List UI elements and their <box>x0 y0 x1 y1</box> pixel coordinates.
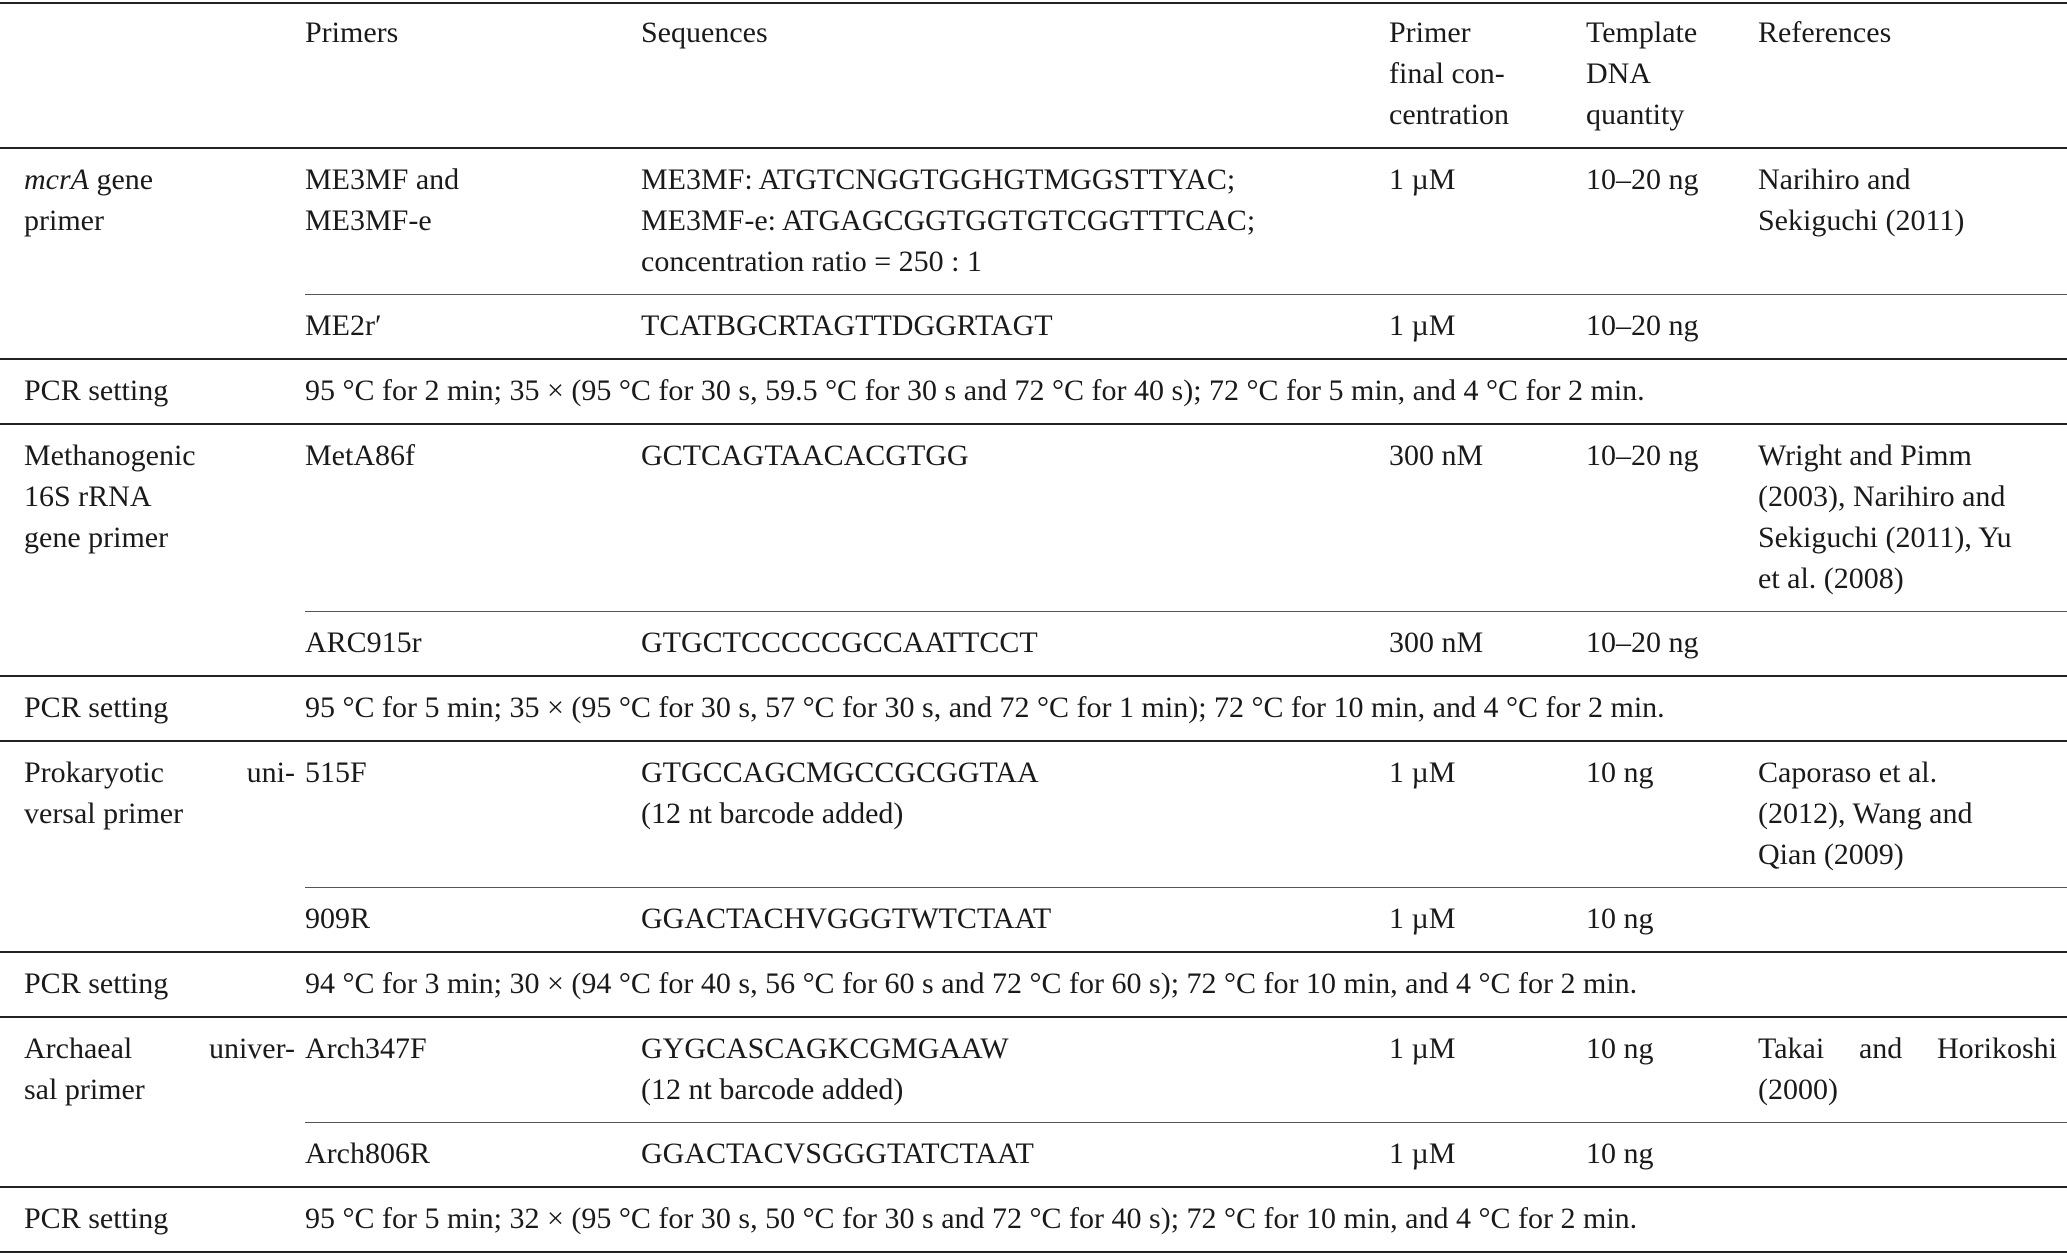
concentration-cell: 300 nM <box>1389 612 1586 677</box>
table-row <box>0 295 2067 360</box>
group-label-prokaryotic: Prokaryotic uni- versal primer <box>0 741 305 952</box>
header-template-line: quantity <box>1586 98 1685 131</box>
header-group <box>0 3 305 148</box>
table-row <box>0 1017 2067 1123</box>
header-row <box>0 3 2067 148</box>
table-row <box>0 741 2067 888</box>
reference-cell: Narihiro and Sekiguchi (2011) <box>1758 148 2067 295</box>
concentration-cell: 300 nM <box>1389 424 1586 612</box>
concentration-cell: 1 µM <box>1389 888 1586 953</box>
pcr-label: PCR setting <box>0 1187 305 1252</box>
table-row <box>0 1123 2067 1188</box>
concentration-cell: 1 µM <box>1389 741 1586 888</box>
header-concentration-line: final con- <box>1389 57 1505 90</box>
gene-name-italic: mcrA <box>24 163 89 196</box>
pcr-label: PCR setting <box>0 359 305 424</box>
table-row <box>0 888 2067 953</box>
pcr-row <box>0 359 2067 424</box>
pcr-setting: 95 °C for 2 min; 35 × (95 °C for 30 s, 59.5 °C for 30 s and 72 °C for 40 s); 72 °C for 5 min, and 4 °C for 2 min. <box>305 359 2067 424</box>
group-label-archaeal: Archaeal univer- sal primer <box>0 1017 305 1187</box>
pcr-setting: 95 °C for 5 min; 32 × (95 °C for 30 s, 50 °C for 30 s and 72 °C for 40 s); 72 °C for 10 min, and 4 °C for 2 min. <box>305 1187 2067 1252</box>
template-cell: 10–20 ng <box>1586 424 1758 612</box>
template-cell: 10 ng <box>1586 1017 1758 1123</box>
reference-cell: Wright and Pimm (2003), Narihiro and Sekiguchi (2011), Yu et al. (2008) <box>1758 424 2067 612</box>
concentration-cell: 1 µM <box>1389 1017 1586 1123</box>
header-template <box>1586 3 1758 148</box>
group-label-methanogenic: Methanogenic 16S rRNA gene primer <box>0 424 305 676</box>
pcr-row <box>0 952 2067 1017</box>
concentration-cell: 1 µM <box>1389 295 1586 360</box>
header-concentration-line: Primer <box>1389 16 1471 49</box>
primer-cell: Arch347F <box>305 1017 641 1123</box>
header-template-line: Template <box>1586 16 1698 49</box>
template-cell: 10 ng <box>1586 741 1758 888</box>
group-label-line: primer <box>24 204 104 237</box>
pcr-label: PCR setting <box>0 952 305 1017</box>
template-cell: 10 ng <box>1586 888 1758 953</box>
reference-cell <box>1758 888 2067 953</box>
sequence-cell: GYGCASCAGKCGMGAAW (12 nt barcode added) <box>641 1017 1389 1123</box>
sequence-cell: GGACTACHVGGGTWTCTAAT <box>641 888 1389 953</box>
primer-cell: ARC915r <box>305 612 641 677</box>
concentration-cell: 1 µM <box>1389 148 1586 295</box>
template-cell: 10–20 ng <box>1586 295 1758 360</box>
template-cell: 10–20 ng <box>1586 148 1758 295</box>
group-label-mcra <box>0 148 305 359</box>
pcr-setting: 94 °C for 3 min; 30 × (94 °C for 40 s, 56 °C for 60 s and 72 °C for 60 s); 72 °C for 10 min, and 4 °C for 2 min. <box>305 952 2067 1017</box>
header-references: References <box>1758 3 2067 148</box>
header-concentration <box>1389 3 1586 148</box>
sequence-cell: TCATBGCRTAGTTDGGRTAGT <box>641 295 1389 360</box>
reference-cell: Caporaso et al. (2012), Wang and Qian (2009) <box>1758 741 2067 888</box>
sequence-cell: ME3MF: ATGTCNGGTGGHGTMGGSTTYAC; ME3MF-e: ATGAGCGGTGGTGTCGGTTTCAC; concentration ratio = 250 : 1 <box>641 148 1389 295</box>
pcr-row <box>0 676 2067 741</box>
reference-cell: Takai and Horikoshi (2000) <box>1758 1017 2067 1123</box>
primer-table <box>0 2 2067 1253</box>
sequence-cell: GCTCAGTAACACGTGG <box>641 424 1389 612</box>
template-cell: 10–20 ng <box>1586 612 1758 677</box>
primer-cell: 515F <box>305 741 641 888</box>
sequence-cell: GGACTACVSGGGTATCTAAT <box>641 1123 1389 1188</box>
header-sequences: Sequences <box>641 3 1389 148</box>
reference-cell <box>1758 295 2067 360</box>
concentration-cell: 1 µM <box>1389 1123 1586 1188</box>
sequence-cell: GTGCTCCCCCGCCAATTCCT <box>641 612 1389 677</box>
primer-cell: 909R <box>305 888 641 953</box>
sequence-cell: GTGCCAGCMGCCGCGGTAA (12 nt barcode added) <box>641 741 1389 888</box>
primer-cell: Arch806R <box>305 1123 641 1188</box>
pcr-label: PCR setting <box>0 676 305 741</box>
primer-cell: ME2r′ <box>305 295 641 360</box>
header-primers: Primers <box>305 3 641 148</box>
reference-cell <box>1758 612 2067 677</box>
pcr-row <box>0 1187 2067 1252</box>
primer-cell: MetA86f <box>305 424 641 612</box>
template-cell: 10 ng <box>1586 1123 1758 1188</box>
primer-cell: ME3MF and ME3MF-e <box>305 148 641 295</box>
group-label-line: mcrA gene <box>24 163 154 196</box>
pcr-setting: 95 °C for 5 min; 35 × (95 °C for 30 s, 57 °C for 30 s, and 72 °C for 1 min); 72 °C for 10 min, and 4 °C for 2 min. <box>305 676 2067 741</box>
table-row <box>0 424 2067 612</box>
header-concentration-line: centration <box>1389 98 1509 131</box>
reference-cell <box>1758 1123 2067 1188</box>
header-template-line: DNA <box>1586 57 1651 90</box>
table-row <box>0 148 2067 295</box>
table-row <box>0 612 2067 677</box>
